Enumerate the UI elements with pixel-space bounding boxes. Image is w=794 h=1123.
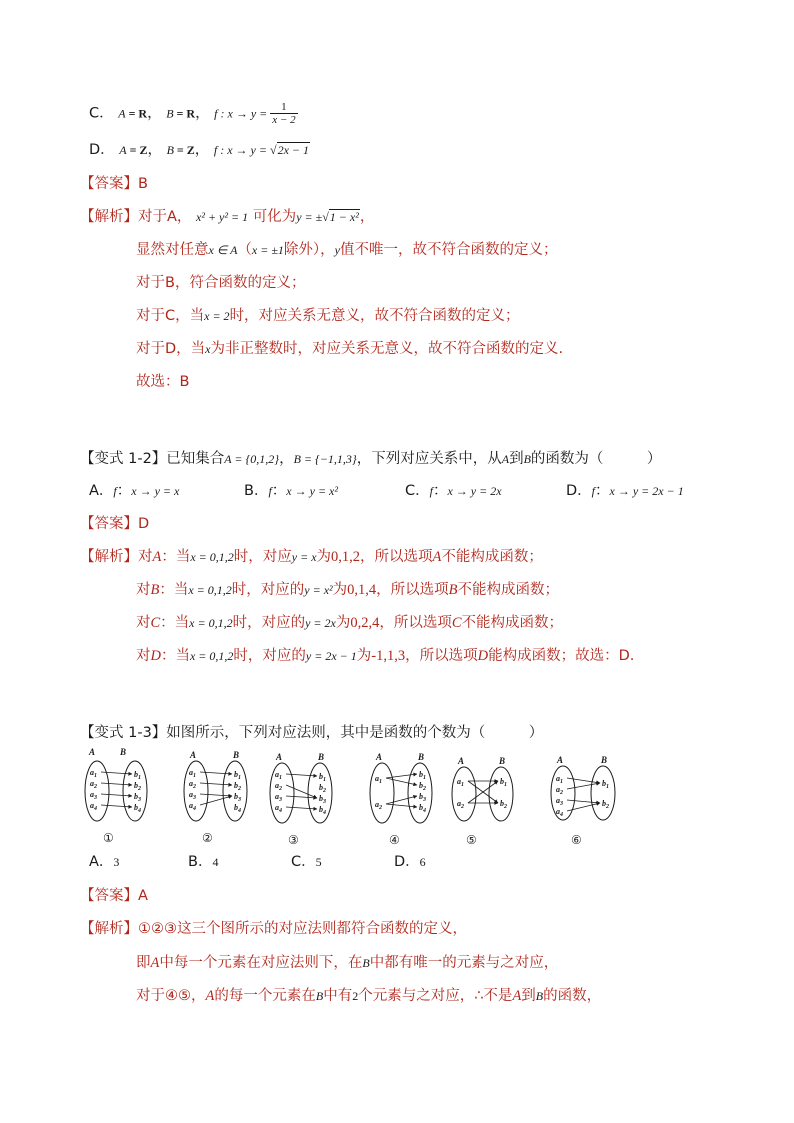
mapping-arrow bbox=[101, 794, 132, 796]
math: f bbox=[591, 484, 596, 498]
text: ①②③这三个图所示的对应法则都符合函数的定义， bbox=[138, 921, 467, 937]
analysis-line-2 bbox=[136, 240, 558, 260]
text: 时，对应的 bbox=[233, 648, 306, 664]
text: 个元素与之对应，∴不是 bbox=[358, 988, 513, 1004]
set-a: A bbox=[118, 106, 126, 121]
equation: x² + y² = 1 bbox=[196, 210, 249, 224]
text: 为 bbox=[335, 615, 351, 631]
math: y = 2x bbox=[305, 616, 336, 630]
option-label: D． bbox=[394, 854, 420, 870]
set-a-name: A bbox=[376, 752, 383, 762]
set-b-name: B bbox=[318, 752, 325, 762]
set-a-name: A bbox=[190, 750, 197, 760]
element-b: $b_2$ bbox=[500, 799, 507, 810]
set-a: A bbox=[119, 143, 127, 157]
math: y = x bbox=[291, 550, 317, 564]
element-a: $a_2$ bbox=[457, 799, 464, 810]
mapping-arrow bbox=[567, 800, 600, 803]
element-a: $a_2$ bbox=[556, 785, 563, 796]
text: 的函数为（ ） bbox=[530, 451, 662, 467]
element-b: $b_1$ bbox=[419, 770, 426, 781]
set-a-ellipse bbox=[551, 766, 575, 820]
element-a: $a_4$ bbox=[275, 803, 282, 814]
analysis-line-4 bbox=[136, 306, 520, 326]
question-tag: 【变式 1-2】 bbox=[80, 451, 167, 467]
set-b-name: B bbox=[601, 755, 608, 765]
math: B bbox=[362, 956, 370, 970]
figure-label-1: ① bbox=[103, 831, 114, 845]
math: x → y = x² bbox=[286, 484, 338, 498]
figure-label-3: ③ bbox=[288, 833, 299, 847]
set-a-name: A bbox=[557, 755, 564, 765]
set-b-ellipse bbox=[591, 766, 615, 820]
set-b: B = {−1,1,3} bbox=[293, 452, 357, 466]
analysis-line bbox=[136, 613, 563, 633]
element-a: $a_1$ bbox=[275, 770, 282, 781]
answer-line bbox=[80, 514, 149, 534]
question-1-3 bbox=[80, 723, 543, 743]
eq-r: = R bbox=[125, 106, 148, 121]
text: 对于C，当 bbox=[136, 308, 205, 324]
math: A bbox=[150, 955, 160, 971]
element-b: $b_1$ bbox=[134, 770, 141, 781]
option-label: D． bbox=[89, 142, 115, 158]
answer-tag: 【答案】 bbox=[80, 176, 138, 192]
text: 对 bbox=[136, 615, 151, 631]
math: B bbox=[315, 989, 324, 1003]
element-b: $b_2$ bbox=[602, 799, 609, 810]
text: ，所以选项 bbox=[405, 648, 478, 664]
math: B bbox=[523, 452, 531, 466]
text: ：当 bbox=[160, 648, 190, 664]
analysis-line-6: 故选：B bbox=[136, 374, 190, 390]
set-b-name: B bbox=[499, 756, 506, 766]
analysis-line-3: 对于B，符合函数的定义； bbox=[136, 275, 306, 291]
set-a-name: A bbox=[458, 756, 465, 766]
element-b: $b_1$ bbox=[602, 779, 609, 790]
set-b-ellipse bbox=[489, 767, 513, 821]
equation: y = ± bbox=[296, 210, 323, 224]
eq-r: = R bbox=[173, 106, 196, 121]
text: 时，对应 bbox=[233, 549, 292, 565]
option-d: D． A = Z， B = Z， f : x → y = √2x − 1 bbox=[89, 142, 309, 158]
set-a-name: A bbox=[276, 752, 283, 762]
math: x → y = 2x − 1 bbox=[609, 484, 684, 498]
option-label: C． bbox=[89, 105, 114, 122]
option-d bbox=[566, 481, 684, 501]
set-a-label: A bbox=[89, 747, 96, 757]
text: 已知集合 bbox=[166, 451, 225, 467]
option-label: B． bbox=[188, 854, 213, 870]
text: 中每一个元素在对应法则下，在 bbox=[159, 955, 363, 971]
mapping-arrow bbox=[200, 796, 232, 805]
mapping-arrow bbox=[101, 772, 132, 774]
analysis-tag: 【解析】 bbox=[80, 921, 138, 937]
text: ： bbox=[595, 483, 610, 499]
text: ：当 bbox=[161, 549, 191, 565]
text: 如图所示，下列对应法则，其中是函数的个数为（ ） bbox=[166, 725, 544, 741]
math: x = 2 bbox=[204, 309, 230, 323]
math: A bbox=[152, 549, 162, 565]
text: （ bbox=[237, 242, 252, 258]
element-b: $b_2$ bbox=[419, 781, 426, 792]
set-a-ellipse bbox=[452, 767, 476, 821]
set-b-name: B bbox=[418, 752, 425, 762]
element-a: $a_2$ bbox=[375, 800, 382, 811]
mapping-arrow bbox=[101, 783, 132, 785]
math: x bbox=[205, 342, 211, 356]
element-a: $a_1$ bbox=[375, 774, 382, 785]
text: ， bbox=[279, 451, 294, 467]
text: ： bbox=[271, 483, 287, 499]
values: 0,2,4 bbox=[350, 615, 380, 631]
option-a bbox=[89, 481, 179, 501]
answer-value: D bbox=[138, 516, 150, 532]
math: C bbox=[150, 615, 161, 631]
element-a: $a_4$ bbox=[556, 807, 563, 818]
denominator: x − 2 bbox=[272, 114, 296, 126]
math: y bbox=[334, 243, 340, 257]
element-a: $a_2$ bbox=[90, 779, 97, 790]
text: 时，对应的 bbox=[232, 615, 306, 631]
question-tag: 【变式 1-3】 bbox=[80, 725, 167, 741]
text: 到 bbox=[509, 451, 524, 467]
question-1-2 bbox=[80, 449, 661, 469]
option-c bbox=[405, 481, 502, 501]
mapping: f : x → y = bbox=[214, 106, 271, 121]
option-d bbox=[394, 852, 426, 872]
math: A bbox=[501, 452, 510, 466]
math: x → y = x bbox=[131, 484, 180, 498]
option-value: 3 bbox=[113, 855, 120, 869]
text: ，所以选项 bbox=[379, 615, 452, 631]
math: x = 0,1,2 bbox=[189, 616, 233, 630]
mapping-arrow bbox=[386, 778, 417, 785]
math: A bbox=[432, 549, 442, 565]
text: 时，对应关系无意义，故不符合函数的定义； bbox=[229, 308, 520, 324]
set-a: A = {0,1,2} bbox=[224, 452, 280, 466]
text: 除外）， bbox=[283, 242, 335, 258]
math: D bbox=[150, 648, 161, 664]
element-b: $b_4$ bbox=[134, 803, 141, 814]
option-c bbox=[291, 852, 322, 872]
mapping-arrow bbox=[200, 794, 232, 796]
option-label: A． bbox=[89, 483, 114, 499]
values: 0,1,4 bbox=[347, 582, 377, 598]
element-b: $b_4$ bbox=[319, 805, 326, 816]
text: 中都有唯一的元素与之对应， bbox=[369, 955, 559, 971]
figure-label-2: ② bbox=[202, 831, 213, 845]
option-value: 5 bbox=[315, 855, 322, 869]
analysis-line bbox=[80, 547, 543, 567]
element-b: $b_4$ bbox=[234, 803, 241, 814]
text: 不能构成函数； bbox=[461, 615, 564, 631]
text: 对于④⑤， bbox=[136, 988, 206, 1004]
mapping-arrow bbox=[101, 805, 132, 807]
math: f bbox=[429, 484, 433, 498]
element-b: $b_3$ bbox=[319, 794, 326, 805]
analysis-tag: 【解析】 bbox=[80, 209, 138, 225]
element-a: $a_4$ bbox=[90, 801, 97, 812]
element-a: $a_2$ bbox=[189, 779, 196, 790]
math: A bbox=[205, 988, 215, 1004]
answer-line bbox=[80, 886, 148, 906]
mapping-arrow bbox=[200, 783, 232, 785]
math: x = 0,1,2 bbox=[190, 550, 234, 564]
math: 2 bbox=[352, 989, 359, 1003]
element-b: $b_4$ bbox=[419, 803, 426, 814]
element-b: $b_2$ bbox=[319, 783, 326, 794]
set-a-ellipse bbox=[370, 763, 394, 823]
figure-label-4: ④ bbox=[389, 833, 400, 847]
values: 0,1,2 bbox=[331, 549, 361, 565]
element-a: $a_1$ bbox=[556, 774, 563, 785]
text: 值不唯一，故不符合函数的定义； bbox=[340, 242, 558, 258]
radicand: 1 − x² bbox=[329, 210, 359, 224]
radicand: 2x − 1 bbox=[277, 143, 309, 157]
set-b: B bbox=[166, 143, 174, 157]
set-a-ellipse bbox=[184, 761, 208, 821]
math: C bbox=[451, 615, 462, 631]
analysis-tag: 【解析】 bbox=[80, 549, 138, 565]
option-label: A． bbox=[89, 854, 114, 870]
element-a: $a_2$ bbox=[275, 781, 282, 792]
option-label: B． bbox=[244, 483, 269, 499]
answer-tag: 【答案】 bbox=[80, 516, 138, 532]
math: D bbox=[477, 648, 489, 664]
text: 为非正整数时，对应关系无意义，故不符合函数的定义. bbox=[210, 341, 564, 357]
math: B bbox=[150, 582, 160, 598]
math: y = x² bbox=[304, 583, 333, 597]
text: 中有 bbox=[323, 988, 353, 1004]
text: 的函数， bbox=[543, 988, 602, 1004]
text: 对于A， bbox=[138, 209, 192, 225]
option-b bbox=[188, 852, 218, 872]
mapping-arrow bbox=[286, 774, 317, 776]
mapping: f : x → y = bbox=[213, 143, 270, 157]
element-a: $a_3$ bbox=[90, 790, 97, 801]
eq-z: = Z bbox=[173, 143, 195, 157]
mapping-arrow bbox=[567, 803, 600, 811]
set-b-name: B bbox=[233, 750, 240, 760]
text: 时，对应的 bbox=[231, 582, 305, 598]
text: 为 bbox=[356, 648, 372, 664]
mapping-arrow bbox=[567, 783, 600, 789]
math: x ∈ A bbox=[208, 243, 238, 257]
text: 为 bbox=[332, 582, 348, 598]
element-a: $a_3$ bbox=[556, 796, 563, 807]
element-a: $a_1$ bbox=[90, 768, 97, 779]
element-a: $a_3$ bbox=[275, 792, 282, 803]
math: A bbox=[512, 988, 522, 1004]
text: ： bbox=[432, 483, 448, 499]
eq-z: = Z bbox=[126, 143, 148, 157]
math: x = ±1 bbox=[251, 243, 284, 257]
option-b bbox=[244, 481, 338, 501]
text: ：当 bbox=[159, 582, 189, 598]
text: 对 bbox=[138, 549, 153, 565]
figure-label-6: ⑥ bbox=[571, 833, 582, 847]
answer-tag: 【答案】 bbox=[80, 888, 138, 904]
analysis-line bbox=[136, 580, 559, 600]
text: 为 bbox=[316, 549, 332, 565]
element-b: $b_3$ bbox=[419, 792, 426, 803]
text: 显然对任意 bbox=[136, 242, 209, 258]
figure-label-5: ⑤ bbox=[466, 833, 477, 847]
set-b: B bbox=[166, 106, 174, 121]
text: 到 bbox=[521, 988, 536, 1004]
text: ，所以选项 bbox=[360, 549, 433, 565]
text: 的每一个元素在 bbox=[214, 988, 316, 1004]
option-label: D． bbox=[566, 483, 592, 499]
option-a bbox=[89, 852, 119, 872]
text: ： bbox=[116, 483, 132, 499]
option-c: C． A = R， B = R， f : x → y = $\frac{1}{x - 2}$ bbox=[89, 101, 296, 126]
analysis-line-1 bbox=[80, 919, 467, 939]
text: 不能构成函数； bbox=[441, 549, 543, 565]
text: 可化为 bbox=[252, 209, 297, 225]
text: ， bbox=[359, 209, 375, 225]
element-a: $a_3$ bbox=[189, 790, 196, 801]
element-a: $a_1$ bbox=[189, 768, 196, 779]
set-b-label: B bbox=[120, 747, 127, 757]
text: 即 bbox=[136, 955, 151, 971]
analysis-line-5 bbox=[136, 339, 563, 359]
math: y = 2x − 1 bbox=[305, 649, 357, 663]
element-a: $a_1$ bbox=[457, 777, 464, 788]
text: 对于D，当 bbox=[136, 341, 206, 357]
text: 能构成函数；故选：D. bbox=[488, 648, 635, 664]
mapping-arrow bbox=[286, 807, 317, 809]
set-a-ellipse bbox=[270, 763, 294, 823]
analysis-line-1: 【解析】对于A， x² + y² = 1 可化为y = ±√1 − x²， bbox=[80, 209, 375, 225]
element-b: $b_1$ bbox=[500, 777, 507, 788]
mapping-arrow bbox=[200, 772, 232, 774]
math: B bbox=[448, 582, 458, 598]
math: x → y = 2x bbox=[447, 484, 502, 498]
option-label: C． bbox=[291, 854, 316, 870]
text: ，下列对应关系中，从 bbox=[356, 451, 502, 467]
mapping-arrow bbox=[567, 778, 600, 783]
element-b: $b_1$ bbox=[234, 770, 241, 781]
element-b: $b_3$ bbox=[234, 792, 241, 803]
set-a-ellipse bbox=[85, 761, 109, 821]
element-a: $a_4$ bbox=[189, 801, 196, 812]
mapping-arrow bbox=[386, 774, 417, 778]
mapping-arrow bbox=[386, 796, 417, 804]
text: ：当 bbox=[160, 615, 190, 631]
math: f bbox=[268, 484, 272, 498]
math: x = 0,1,2 bbox=[188, 583, 232, 597]
math: f bbox=[113, 484, 117, 498]
numerator: 1 bbox=[270, 101, 297, 114]
analysis-line-2 bbox=[136, 953, 558, 973]
option-value: 4 bbox=[212, 855, 219, 869]
element-b: $b_2$ bbox=[134, 781, 141, 792]
text: 不能构成函数； bbox=[457, 582, 560, 598]
option-value: 6 bbox=[419, 855, 426, 869]
analysis-line bbox=[136, 646, 634, 666]
text: 对 bbox=[136, 648, 151, 664]
answer-value: A bbox=[138, 888, 148, 904]
values: -1,1,3 bbox=[371, 648, 406, 664]
text: 对 bbox=[136, 582, 151, 598]
element-b: $b_3$ bbox=[134, 792, 141, 803]
math: B bbox=[535, 989, 544, 1003]
fraction bbox=[270, 101, 297, 126]
mapping-arrow bbox=[386, 804, 417, 807]
element-b: $b_1$ bbox=[319, 772, 326, 783]
answer-value: B bbox=[138, 176, 148, 192]
analysis-line-3 bbox=[136, 986, 601, 1006]
answer-line bbox=[80, 174, 148, 194]
math: x = 0,1,2 bbox=[189, 649, 234, 663]
element-b: $b_2$ bbox=[234, 781, 241, 792]
text: ，所以选项 bbox=[376, 582, 449, 598]
option-label: C． bbox=[405, 483, 430, 499]
